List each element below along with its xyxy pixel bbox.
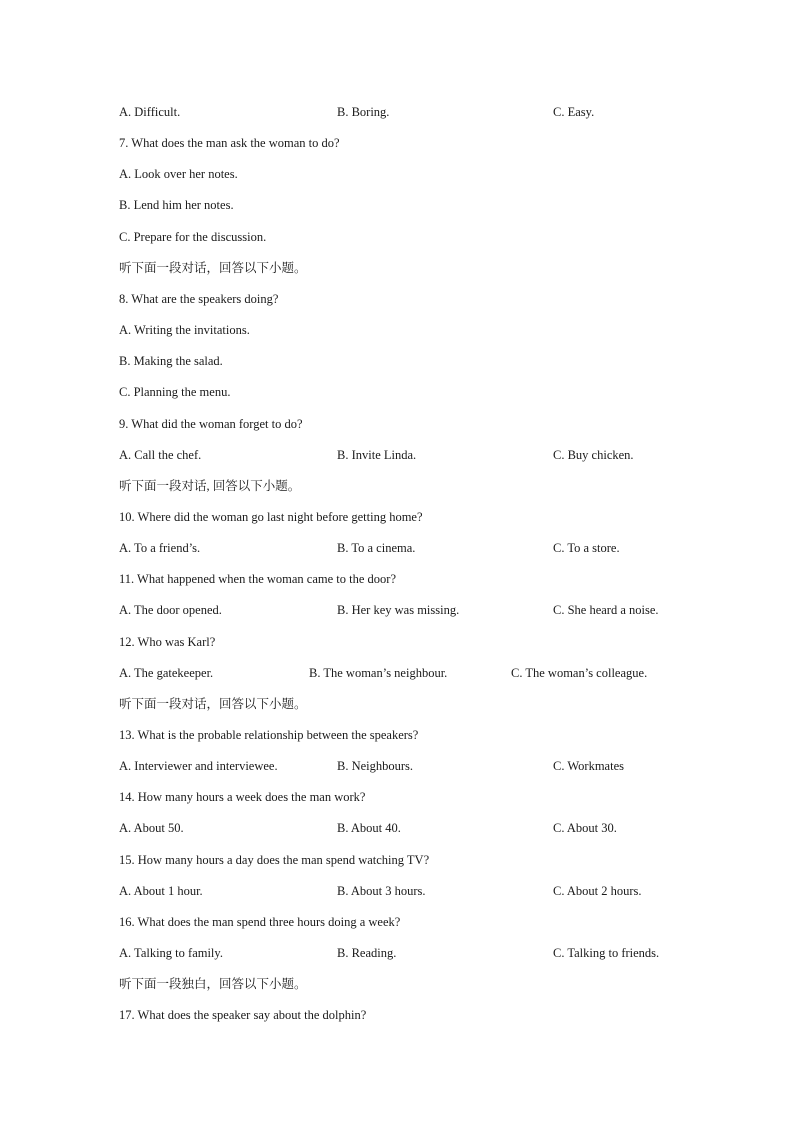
answer-option: B. Invite Linda. <box>337 447 417 462</box>
answer-option: C. Workmates <box>553 759 624 774</box>
question-text: 11. What happened when the woman came to the door? <box>119 572 396 587</box>
answer-option: A. Writing the invitations. <box>119 323 250 338</box>
question-text: 17. What does the speaker say about the dolphin? <box>119 1008 367 1023</box>
answer-option: B. Boring. <box>337 105 390 119</box>
answer-option: A. Talking to family. <box>119 946 223 961</box>
answer-option: C. Buy chicken. <box>553 447 634 462</box>
answer-option: A. To a friend’s. <box>119 541 201 556</box>
question-text: 15. How many hours a day does the man spend watching TV? <box>119 852 430 867</box>
answer-option: A. About 1 hour. <box>119 883 203 898</box>
answer-option: B. The woman’s neighbour. <box>309 665 448 680</box>
section-instruction: 听下面一段独白，回答以下小题。 <box>119 977 307 992</box>
question-text: 8. What are the speakers doing? <box>119 291 279 306</box>
section-instruction: 听下面一段对话, 回答以下小题。 <box>119 478 301 493</box>
answer-option: B. About 3 hours. <box>337 883 426 898</box>
answer-option: B. Reading. <box>337 946 397 961</box>
question-text: 14. How many hours a week does the man work? <box>119 790 366 805</box>
question-text: 13. What is the probable relationship between the speakers? <box>119 728 419 742</box>
answer-option: A. Call the chef. <box>119 447 202 462</box>
question-text: 9. What did the woman forget to do? <box>119 416 303 431</box>
answer-option: A. About 50. <box>119 821 184 836</box>
answer-option: C. She heard a noise. <box>553 603 659 618</box>
answer-option: A. Look over her notes. <box>119 167 238 182</box>
answer-option: C. About 2 hours. <box>553 883 642 898</box>
answer-option: B. Her key was missing. <box>337 603 460 618</box>
answer-option: C. To a store. <box>553 541 620 556</box>
answer-option: C. Easy. <box>553 105 595 119</box>
answer-option: C. The woman’s colleague. <box>511 665 648 680</box>
question-text: 10. Where did the woman go last night before getting home? <box>119 509 423 524</box>
answer-option: C. Prepare for the discussion. <box>119 229 267 244</box>
answer-option: C. Talking to friends. <box>553 946 660 961</box>
answer-option: B. About 40. <box>337 821 401 836</box>
answer-option: B. Neighbours. <box>337 759 414 774</box>
question-text: 7. What does the man ask the woman to do? <box>119 136 340 151</box>
answer-option: A. Interviewer and interviewee. <box>119 759 278 774</box>
answer-option: B. To a cinema. <box>337 541 416 556</box>
section-instruction: 听下面一段对话，回答以下小题。 <box>119 260 307 275</box>
answer-option: A. The gatekeeper. <box>119 665 214 680</box>
answer-option: C. About 30. <box>553 821 617 836</box>
answer-option: B. Making the salad. <box>119 354 223 369</box>
answer-option: C. Planning the menu. <box>119 385 231 400</box>
answer-option: A. Difficult. <box>119 105 181 119</box>
section-instruction: 听下面一段对话，回答以下小题。 <box>119 696 307 711</box>
answer-option: B. Lend him her notes. <box>119 198 234 213</box>
question-text: 16. What does the man spend three hours doing a week? <box>119 914 401 929</box>
question-text: 12. Who was Karl? <box>119 634 216 649</box>
answer-option: A. The door opened. <box>119 603 222 618</box>
